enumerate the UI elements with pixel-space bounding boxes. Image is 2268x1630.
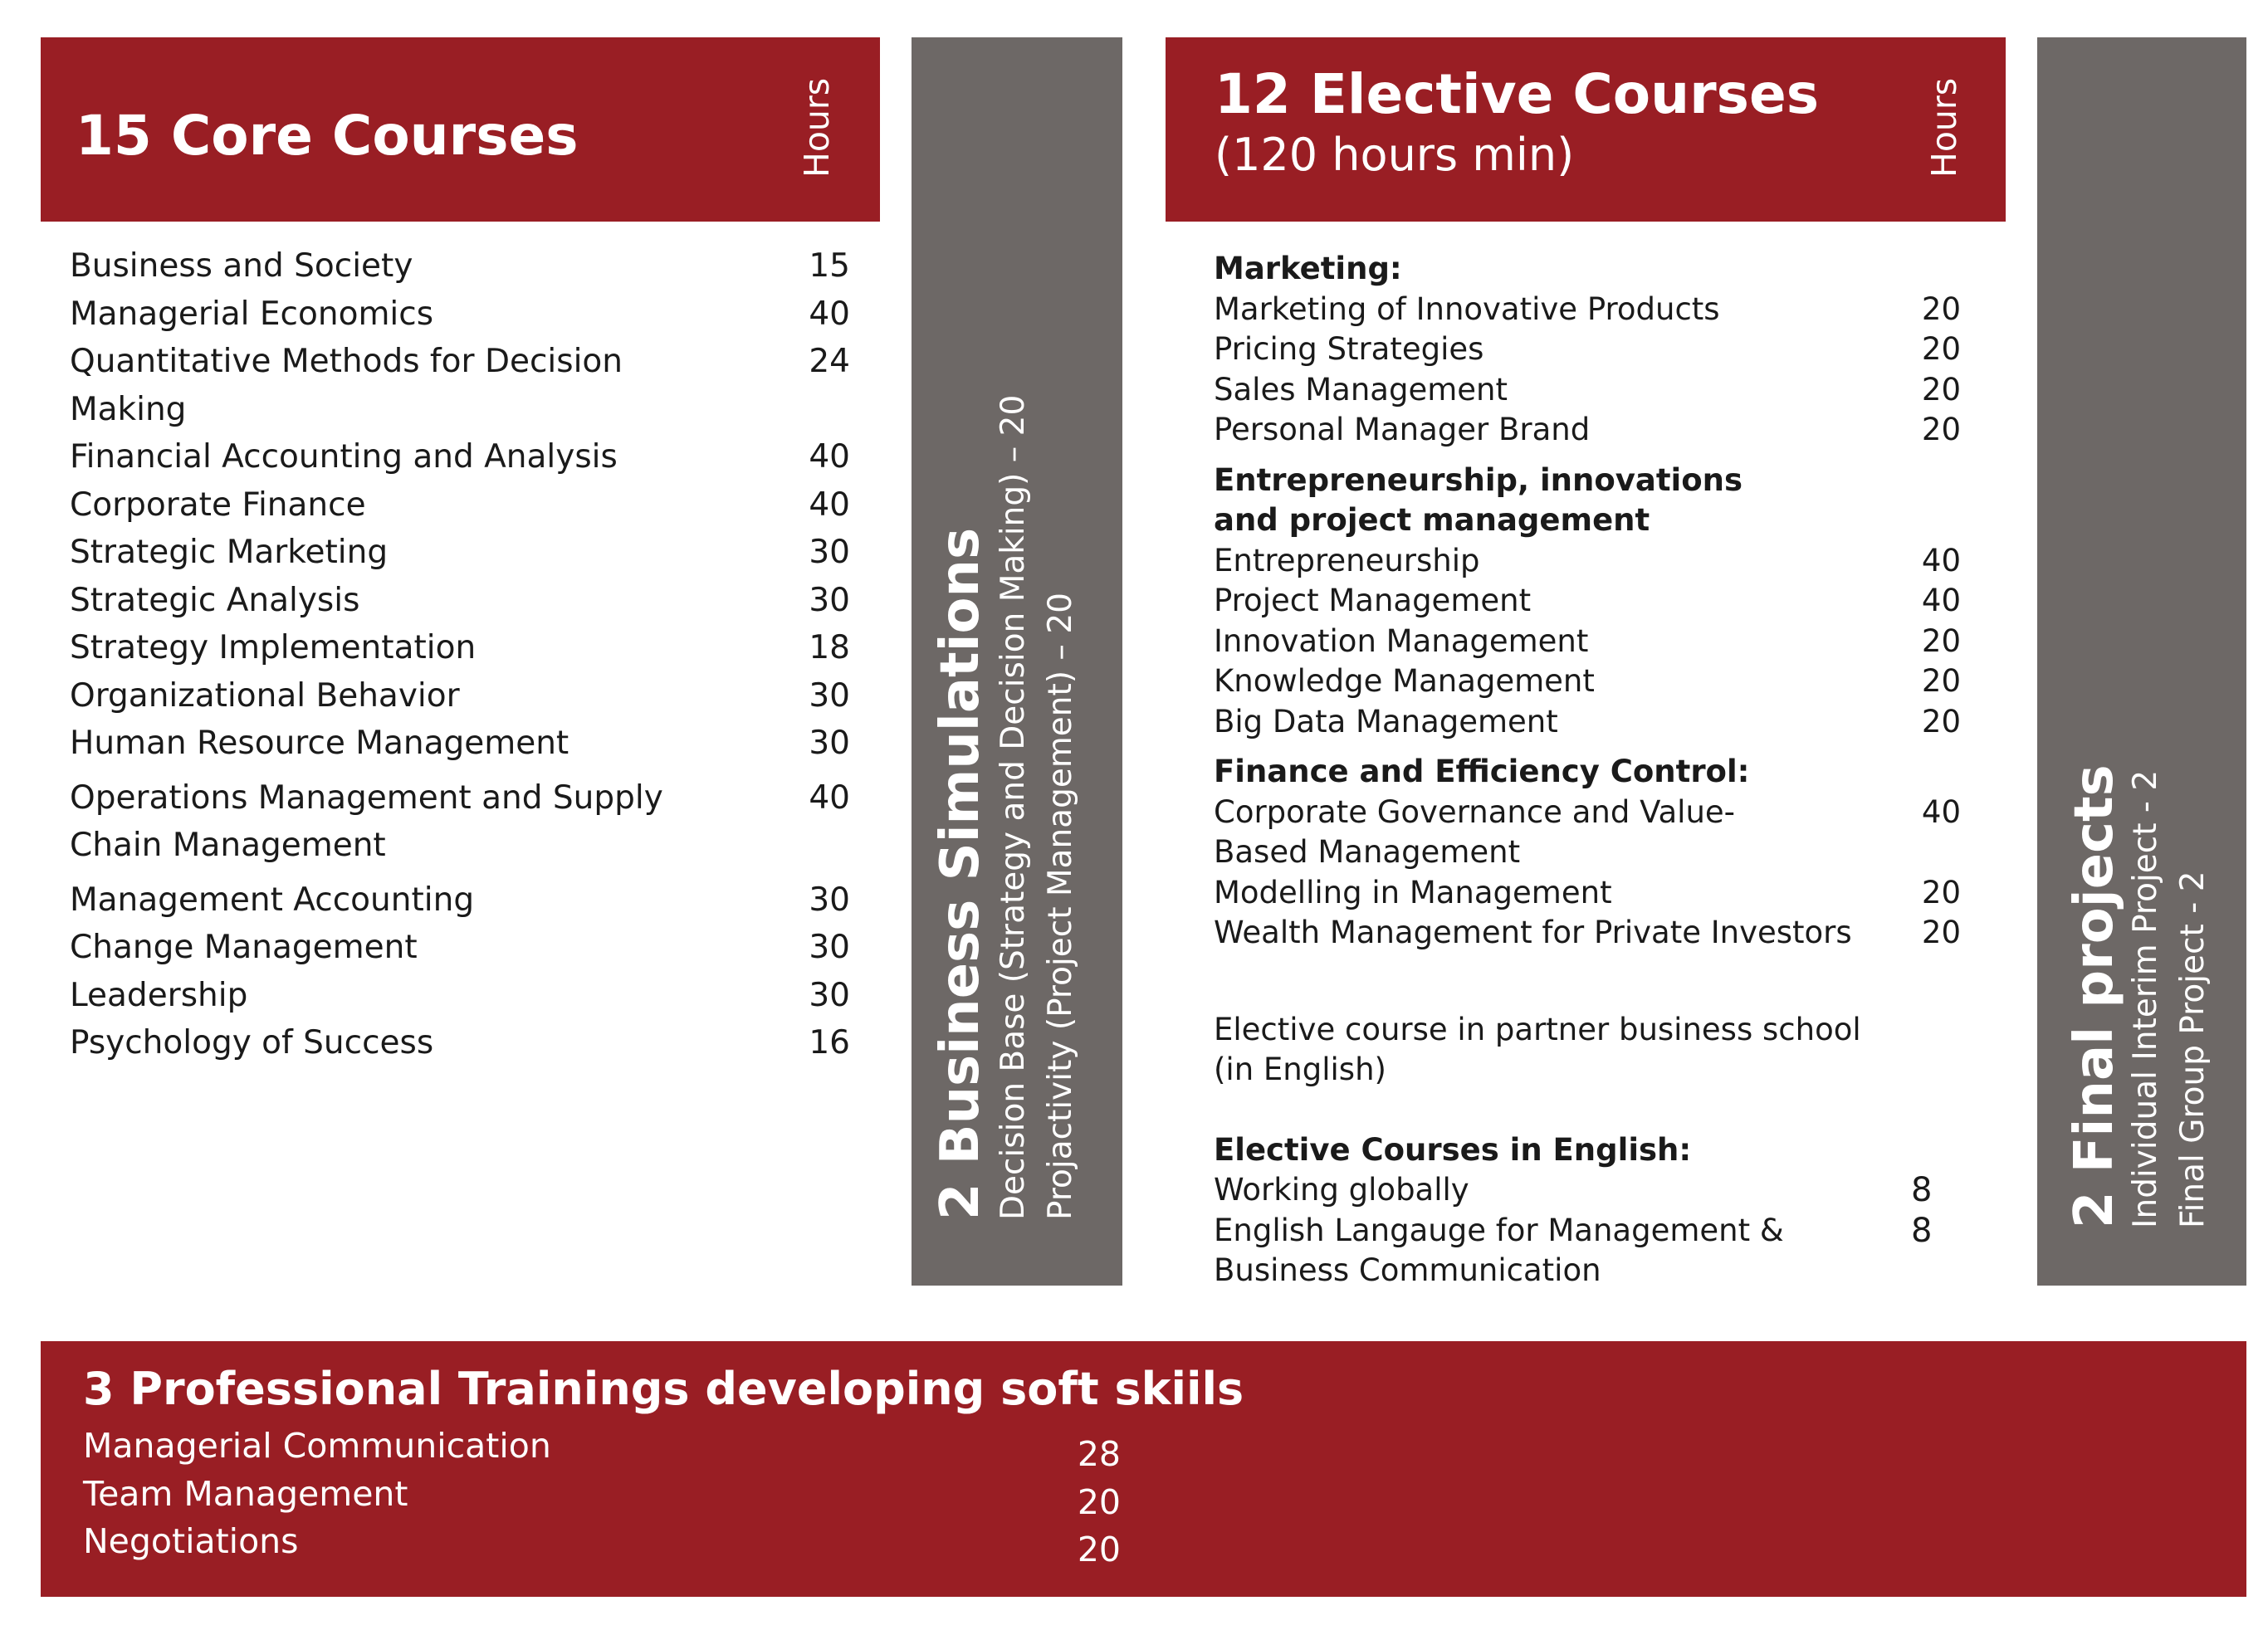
final-projects-panel (2037, 37, 2246, 1286)
list-item (83, 1518, 1121, 1569)
elective-courses-list (1214, 249, 1961, 1291)
list-item (83, 1471, 1121, 1522)
course-name: Quantitative Methods for Decision Making (70, 343, 623, 428)
course-name: Working globally (1214, 1172, 1469, 1208)
list-item (70, 290, 850, 339)
list-item (1214, 661, 1961, 702)
core-courses-list (70, 242, 850, 1067)
list-item (1214, 793, 1961, 873)
course-hours: 20 (1921, 290, 1961, 327)
course-name: Modelling in Management (1214, 874, 1612, 910)
course-hours: 30 (809, 929, 850, 966)
list-item (70, 577, 850, 625)
course-name: Financial Accounting and Analysis (70, 438, 618, 476)
partner-school-note (1214, 1010, 1961, 1091)
professional-trainings-panel (41, 1341, 2246, 1597)
list-item (70, 481, 850, 530)
elective-courses-header (1166, 37, 2006, 222)
course-hours: 30 (809, 676, 850, 715)
list-item (83, 1423, 1121, 1474)
course-name: Management Accounting (70, 881, 475, 919)
training-hours: 28 (1077, 1434, 1121, 1474)
list-item (70, 529, 850, 577)
course-hours: 20 (1921, 622, 1961, 659)
course-hours: 20 (1921, 371, 1961, 408)
list-item (70, 1019, 850, 1067)
simulation-decision-base: Decision Base (Strategy and Decision Making) – 20 (995, 394, 1032, 1220)
elective-courses-title: 12 Elective Courses (1215, 62, 1819, 126)
course-name: Marketing of Innovative Products (1214, 290, 1720, 327)
course-name: Business and Society (70, 247, 413, 285)
professional-trainings-list (83, 1423, 1121, 1569)
training-name: Team Management (83, 1473, 408, 1514)
course-hours: 30 (809, 725, 850, 762)
training-hours: 20 (1077, 1530, 1121, 1569)
business-simulations-title: 2 Business Simulations (930, 527, 991, 1220)
course-name: Personal Manager Brand (1214, 412, 1591, 447)
course-name: English Langauge for Management & Business Communication (1214, 1212, 1784, 1288)
course-hours: 20 (1921, 331, 1961, 367)
course-hours: 40 (809, 295, 850, 333)
section-heading-entrepreneurship: Entrepreneurship, innovations (1214, 461, 1743, 498)
course-hours: 40 (1921, 793, 1961, 830)
course-name: Innovation Management (1214, 622, 1589, 659)
course-name: Organizational Behavior (70, 676, 460, 715)
course-name: Human Resource Management (70, 725, 569, 762)
course-name: Change Management (70, 929, 418, 966)
course-name: Corporate Governance and Value-Based Management (1214, 793, 1736, 870)
section-heading-finance: Finance and Efficiency Control: (1214, 754, 1750, 789)
course-hours: 24 (809, 343, 850, 380)
partner-school-line: Elective course in partner business school (1214, 1011, 1861, 1047)
list-item (70, 774, 850, 870)
course-hours: 20 (1921, 703, 1961, 739)
business-simulations-panel (912, 37, 1122, 1286)
course-hours: 20 (1921, 874, 1961, 910)
list-item (70, 720, 850, 768)
professional-trainings-title: 3 Professional Trainings developing soft skiils (83, 1363, 1244, 1415)
course-hours: 40 (1921, 583, 1961, 618)
course-name: Big Data Management (1214, 703, 1558, 739)
course-hours: 40 (809, 438, 850, 476)
course-hours: 15 (809, 247, 850, 285)
course-hours: 40 (809, 778, 850, 817)
course-name: Strategy Implementation (70, 629, 477, 666)
course-name: Strategic Marketing (70, 534, 389, 571)
list-item (1214, 329, 1961, 370)
course-name: Operations Management and Supply Chain Management (70, 778, 663, 864)
course-hours: 30 (809, 581, 850, 619)
list-item (1214, 370, 1961, 411)
course-name: Wealth Management for Private Investors (1214, 915, 1852, 950)
course-hours: 20 (1921, 663, 1961, 699)
list-item (70, 672, 850, 720)
course-hours: 8 (1911, 1171, 1933, 1209)
course-name: Knowledge Management (1214, 663, 1595, 699)
list-item (1214, 622, 1961, 662)
list-item (1214, 581, 1961, 622)
list-item (1214, 1170, 1961, 1211)
course-name: Corporate Finance (70, 486, 366, 524)
section-heading-entrepreneurship-cont: and project management (1214, 502, 1650, 538)
list-item (70, 433, 850, 481)
simulation-projactivity: Projactivity (Project Management) – 20 (1042, 593, 1079, 1220)
course-name: Leadership (70, 976, 248, 1014)
partner-school-line: (in English) (1214, 1052, 1386, 1087)
course-hours: 20 (1921, 915, 1961, 950)
list-item (70, 924, 850, 972)
core-courses-header (41, 37, 880, 222)
section-heading-english: Elective Courses in English: (1214, 1131, 1692, 1168)
final-projects-title: 2 Final projects (2064, 764, 2125, 1228)
list-item (1214, 1211, 1961, 1291)
course-name: Sales Management (1214, 371, 1508, 408)
training-name: Negotiations (83, 1521, 299, 1561)
list-item (1214, 410, 1961, 451)
course-hours: 30 (809, 534, 850, 571)
course-name: Project Management (1214, 583, 1532, 618)
list-item (70, 242, 850, 290)
list-item (70, 624, 850, 672)
training-name: Managerial Communication (83, 1426, 551, 1466)
training-hours: 20 (1077, 1481, 1121, 1522)
core-hours-label: Hours (797, 77, 837, 178)
final-project-interim: Individual Interim Project - 2 (2127, 769, 2164, 1228)
section-heading-marketing: Marketing: (1214, 251, 1402, 286)
course-hours: 8 (1911, 1211, 1933, 1250)
list-item (1214, 541, 1961, 582)
course-hours: 40 (809, 486, 850, 524)
list-item (1214, 290, 1961, 330)
elective-hours-label: Hours (1924, 77, 1964, 178)
course-hours: 30 (809, 976, 850, 1014)
list-item (70, 876, 850, 925)
list-item (1214, 702, 1961, 743)
list-item (70, 338, 850, 433)
course-name: Strategic Analysis (70, 581, 360, 619)
list-item (1214, 873, 1961, 914)
course-hours: 20 (1921, 412, 1961, 447)
course-hours: 40 (1921, 542, 1961, 578)
core-courses-title: 15 Core Courses (76, 104, 579, 168)
course-name: Psychology of Success (70, 1024, 434, 1061)
elective-courses-subtitle: (120 hours min) (1215, 129, 1575, 181)
course-name: Pricing Strategies (1214, 331, 1484, 367)
final-project-group: Final Group Project - 2 (2174, 871, 2212, 1228)
list-item (70, 972, 850, 1020)
course-hours: 18 (809, 629, 850, 666)
course-name: Managerial Economics (70, 295, 434, 333)
list-item (1214, 913, 1961, 954)
course-hours: 30 (809, 881, 850, 919)
course-name: Entrepreneurship (1214, 542, 1480, 578)
course-hours: 16 (809, 1024, 850, 1061)
